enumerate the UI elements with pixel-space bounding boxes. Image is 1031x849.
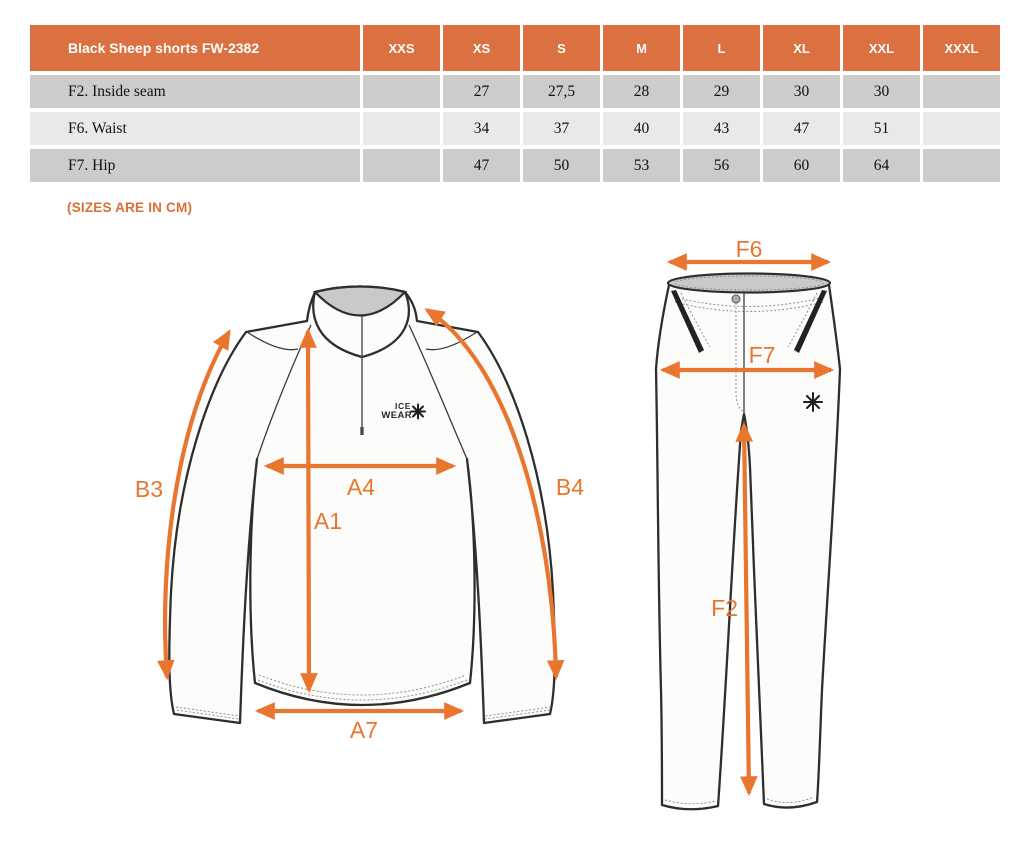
- zipper-pull: [360, 427, 363, 435]
- size-value-cell: 47: [763, 112, 840, 145]
- table-header-row: [30, 25, 1000, 71]
- a1-length-arrow: [308, 331, 309, 690]
- measurement-row-label: F7. Hip: [30, 149, 360, 182]
- size-value-cell: 28: [603, 75, 680, 108]
- size-value-cell: [923, 75, 1000, 108]
- b4-label: B4: [555, 474, 585, 500]
- f2-label: F2: [711, 595, 738, 621]
- size-value-cell: 40: [603, 112, 680, 145]
- measurement-row-label: F6. Waist: [30, 112, 360, 145]
- product-title: Black Sheep shorts FW-2382: [30, 25, 360, 71]
- size-value-cell: 30: [843, 75, 920, 108]
- table-row-waist: [30, 112, 1000, 145]
- top-garment-diagram: [115, 265, 595, 825]
- size-value-cell: [363, 149, 440, 182]
- size-col-header-xxxl: XXXL: [923, 25, 1000, 71]
- size-value-cell: 56: [683, 149, 760, 182]
- size-col-header-l: L: [683, 25, 760, 71]
- size-col-header-xxs: XXS: [363, 25, 440, 71]
- size-value-cell: 29: [683, 75, 760, 108]
- snowflake-icon: [411, 405, 425, 419]
- size-value-cell: [923, 112, 1000, 145]
- brand-logo-line2: WEAR: [381, 410, 412, 421]
- size-col-header-m: M: [603, 25, 680, 71]
- size-value-cell: [923, 149, 1000, 182]
- waist-button: [732, 295, 740, 303]
- snowflake-icon: [804, 393, 822, 411]
- size-value-cell: 27,5: [523, 75, 600, 108]
- size-value-cell: 43: [683, 112, 760, 145]
- size-col-header-xxl: XXL: [843, 25, 920, 71]
- a7-label: A7: [349, 717, 379, 743]
- b3-label: B3: [134, 476, 164, 502]
- f6-label: F6: [735, 236, 763, 262]
- size-value-cell: 50: [523, 149, 600, 182]
- table-row-inside-seam: [30, 75, 1000, 108]
- a4-label: A4: [346, 474, 376, 500]
- f2-inseam-arrow: [744, 425, 749, 793]
- size-value-cell: [363, 112, 440, 145]
- a1-label: A1: [313, 508, 343, 534]
- sizes-in-cm-note: (SIZES ARE IN CM): [67, 200, 193, 215]
- size-value-cell: [363, 75, 440, 108]
- size-col-header-s: S: [523, 25, 600, 71]
- brand-logo-line1: ICE: [395, 401, 411, 411]
- size-value-cell: 27: [443, 75, 520, 108]
- size-value-cell: 60: [763, 149, 840, 182]
- measurement-row-label: F2. Inside seam: [30, 75, 360, 108]
- size-value-cell: 53: [603, 149, 680, 182]
- pants-garment-diagram: [628, 235, 920, 840]
- size-value-cell: 30: [763, 75, 840, 108]
- size-value-cell: 47: [443, 149, 520, 182]
- table-row-hip: [30, 149, 1000, 182]
- size-value-cell: 37: [523, 112, 600, 145]
- size-col-header-xs: XS: [443, 25, 520, 71]
- f7-label: F7: [748, 342, 776, 368]
- size-value-cell: 51: [843, 112, 920, 145]
- size-col-header-xl: XL: [763, 25, 840, 71]
- size-value-cell: 34: [443, 112, 520, 145]
- size-table: [27, 21, 1003, 186]
- size-value-cell: 64: [843, 149, 920, 182]
